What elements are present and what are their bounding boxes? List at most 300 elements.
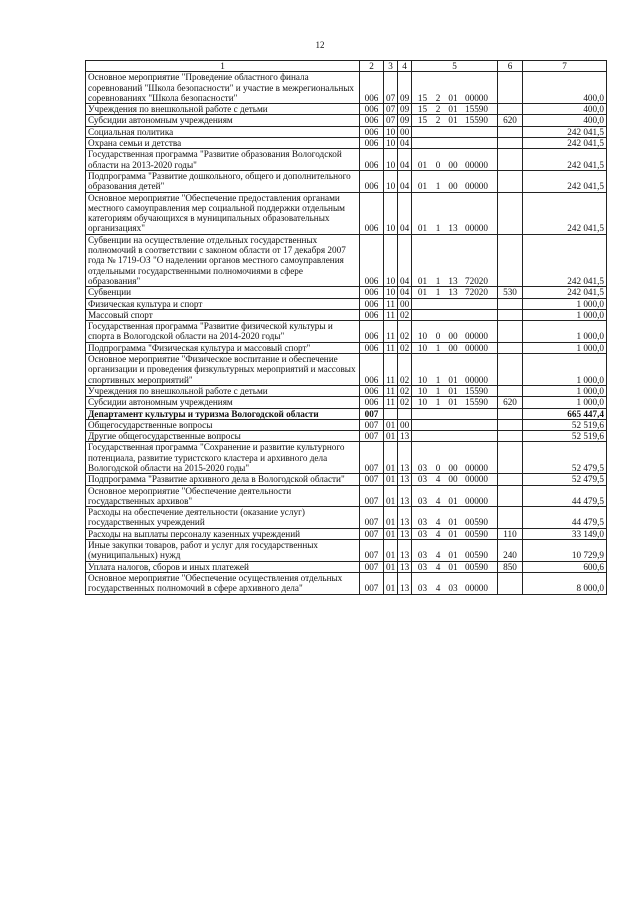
expense-type-code: 110 bbox=[498, 528, 523, 539]
subprogram-code: 4 bbox=[435, 528, 441, 539]
row-name: Социальная политика bbox=[86, 126, 360, 137]
table-row bbox=[86, 474, 607, 485]
activity-code: 00 bbox=[448, 181, 458, 192]
amount: 242 041,5 bbox=[523, 192, 607, 234]
program-code: 03 bbox=[417, 561, 428, 572]
expense-type-code bbox=[498, 572, 523, 594]
subprogram-code: 1 bbox=[435, 374, 441, 385]
grbs-code: 006 bbox=[360, 149, 384, 171]
table-row bbox=[86, 126, 607, 137]
column-header: 5 bbox=[412, 61, 498, 72]
row-name: Департамент культуры и туризма Вологодской области bbox=[86, 408, 360, 419]
grbs-code: 007 bbox=[360, 485, 384, 507]
expense-type-code bbox=[498, 342, 523, 353]
activity-code: 01 bbox=[448, 92, 458, 103]
row-name: Субсидии автономным учреждениям bbox=[86, 397, 360, 408]
row-name: Учреждения по внешкольной работе с детьми bbox=[86, 104, 360, 115]
subsection-code: 02 bbox=[398, 385, 412, 396]
expense-type-code: 240 bbox=[498, 540, 523, 562]
subprogram-code: 1 bbox=[435, 385, 441, 396]
section-code: 10 bbox=[384, 170, 398, 192]
program-code: 01 bbox=[417, 159, 428, 170]
section-code: 01 bbox=[384, 419, 398, 430]
grbs-code: 007 bbox=[360, 419, 384, 430]
section-code: 11 bbox=[384, 385, 398, 396]
subsection-code: 04 bbox=[398, 234, 412, 286]
table-row bbox=[86, 298, 607, 309]
activity-code: 03 bbox=[448, 583, 458, 594]
program-code: 15 bbox=[417, 92, 428, 103]
activity-code: 13 bbox=[448, 223, 458, 234]
subsection-code: 09 bbox=[398, 115, 412, 126]
subsection-code: 13 bbox=[398, 442, 412, 474]
grbs-code: 006 bbox=[360, 354, 384, 386]
program-code: 01 bbox=[417, 275, 428, 286]
row-name: Государственная программа "Развитие образования Вологодской области на 2013-2020 годы" bbox=[86, 149, 360, 171]
target-article-code bbox=[412, 309, 498, 320]
subprogram-code: 1 bbox=[435, 287, 441, 298]
program-code: 03 bbox=[417, 495, 428, 506]
target-article-code bbox=[412, 408, 498, 419]
row-name: Иные закупки товаров, работ и услуг для государственных (муниципальных) нужд bbox=[86, 540, 360, 562]
grbs-code: 006 bbox=[360, 104, 384, 115]
target-article-code bbox=[412, 170, 498, 192]
amount: 1 000,0 bbox=[523, 354, 607, 386]
expense-type-code: 530 bbox=[498, 287, 523, 298]
column-header: 7 bbox=[523, 61, 607, 72]
grbs-code: 006 bbox=[360, 126, 384, 137]
amount: 600,6 bbox=[523, 561, 607, 572]
amount: 10 729,9 bbox=[523, 540, 607, 562]
section-code: 07 bbox=[384, 115, 398, 126]
expense-type-code bbox=[498, 354, 523, 386]
table-row bbox=[86, 138, 607, 149]
target-article-code bbox=[412, 385, 498, 396]
column-header: 1 bbox=[86, 61, 360, 72]
direction-code: 00000 bbox=[465, 495, 488, 506]
activity-code: 01 bbox=[448, 561, 458, 572]
amount: 1 000,0 bbox=[523, 309, 607, 320]
target-article-code bbox=[412, 234, 498, 286]
expense-type-code bbox=[498, 385, 523, 396]
subsection-code: 13 bbox=[398, 485, 412, 507]
amount: 242 041,5 bbox=[523, 287, 607, 298]
grbs-code: 006 bbox=[360, 234, 384, 286]
direction-code: 00000 bbox=[465, 181, 488, 192]
subprogram-code: 2 bbox=[435, 92, 441, 103]
table-row bbox=[86, 572, 607, 594]
activity-code: 01 bbox=[448, 374, 458, 385]
table-row bbox=[86, 115, 607, 126]
section-code: 07 bbox=[384, 104, 398, 115]
table-body bbox=[86, 72, 607, 594]
program-code: 10 bbox=[417, 374, 428, 385]
direction-code: 00000 bbox=[465, 462, 488, 473]
direction-code: 00000 bbox=[465, 583, 488, 594]
direction-code: 00000 bbox=[465, 223, 488, 234]
subprogram-code: 0 bbox=[435, 462, 441, 473]
row-name: Подпрограмма "Развитие архивного дела в Вологодской области" bbox=[86, 474, 360, 485]
expense-type-code bbox=[498, 309, 523, 320]
direction-code: 00000 bbox=[465, 331, 488, 342]
direction-code: 00590 bbox=[465, 550, 488, 561]
subsection-code: 13 bbox=[398, 507, 412, 529]
target-article-code bbox=[412, 115, 498, 126]
target-article-code bbox=[412, 397, 498, 408]
section-code bbox=[384, 408, 398, 419]
subsection-code: 02 bbox=[398, 309, 412, 320]
expense-type-code: 620 bbox=[498, 397, 523, 408]
subsection-code: 04 bbox=[398, 192, 412, 234]
amount: 242 041,5 bbox=[523, 138, 607, 149]
table-row bbox=[86, 385, 607, 396]
row-name: Основное мероприятие "Обеспечение осуществления отдельных государственных полномочий в сфере архивного дела" bbox=[86, 572, 360, 594]
expense-type-code bbox=[498, 431, 523, 442]
direction-code: 00000 bbox=[465, 374, 488, 385]
section-code: 01 bbox=[384, 572, 398, 594]
direction-code: 15590 bbox=[465, 385, 488, 396]
section-code: 11 bbox=[384, 342, 398, 353]
program-code: 10 bbox=[417, 385, 428, 396]
section-code: 11 bbox=[384, 354, 398, 386]
subprogram-code: 1 bbox=[435, 275, 441, 286]
row-name: Физическая культура и спорт bbox=[86, 298, 360, 309]
activity-code: 01 bbox=[448, 104, 458, 115]
section-code: 01 bbox=[384, 474, 398, 485]
row-name: Охрана семьи и детства bbox=[86, 138, 360, 149]
amount: 242 041,5 bbox=[523, 170, 607, 192]
subsection-code: 09 bbox=[398, 104, 412, 115]
expense-type-code bbox=[498, 149, 523, 171]
target-article-code bbox=[412, 138, 498, 149]
subprogram-code: 4 bbox=[435, 561, 441, 572]
section-code: 10 bbox=[384, 149, 398, 171]
row-name: Государственная программа "Развитие физической культуры и спорта в Вологодской области на 2014-2020 годы" bbox=[86, 321, 360, 343]
table-row bbox=[86, 192, 607, 234]
target-article-code bbox=[412, 104, 498, 115]
table-row bbox=[86, 397, 607, 408]
section-code: 11 bbox=[384, 309, 398, 320]
grbs-code: 006 bbox=[360, 298, 384, 309]
subsection-code bbox=[398, 408, 412, 419]
amount: 52 479,5 bbox=[523, 474, 607, 485]
subprogram-code: 1 bbox=[435, 223, 441, 234]
activity-code: 01 bbox=[448, 397, 458, 408]
page-number: 12 bbox=[315, 40, 325, 50]
table-row bbox=[86, 104, 607, 115]
target-article-code bbox=[412, 507, 498, 529]
amount: 400,0 bbox=[523, 72, 607, 104]
amount: 400,0 bbox=[523, 115, 607, 126]
amount: 665 447,4 bbox=[523, 408, 607, 419]
direction-code: 00000 bbox=[465, 342, 488, 353]
subsection-code: 02 bbox=[398, 397, 412, 408]
grbs-code: 006 bbox=[360, 170, 384, 192]
subsection-code: 00 bbox=[398, 419, 412, 430]
subprogram-code: 0 bbox=[435, 159, 441, 170]
program-code: 10 bbox=[417, 331, 428, 342]
grbs-code: 007 bbox=[360, 572, 384, 594]
direction-code: 15590 bbox=[465, 104, 488, 115]
target-article-code bbox=[412, 572, 498, 594]
row-name: Общегосударственные вопросы bbox=[86, 419, 360, 430]
subsection-code: 09 bbox=[398, 72, 412, 104]
grbs-code: 007 bbox=[360, 474, 384, 485]
section-code: 01 bbox=[384, 507, 398, 529]
table-row bbox=[86, 149, 607, 171]
subprogram-code: 4 bbox=[435, 495, 441, 506]
expense-type-code bbox=[498, 298, 523, 309]
expense-type-code bbox=[498, 442, 523, 474]
activity-code: 13 bbox=[448, 275, 458, 286]
grbs-code: 007 bbox=[360, 528, 384, 539]
table-header-row bbox=[86, 61, 607, 72]
program-code: 10 bbox=[417, 397, 428, 408]
activity-code: 01 bbox=[448, 115, 458, 126]
subprogram-code: 1 bbox=[435, 397, 441, 408]
expense-type-code bbox=[498, 408, 523, 419]
row-name: Другие общегосударственные вопросы bbox=[86, 431, 360, 442]
subsection-code: 00 bbox=[398, 298, 412, 309]
activity-code: 00 bbox=[448, 462, 458, 473]
row-name: Подпрограмма "Развитие дошкольного, общего и дополнительного образования детей" bbox=[86, 170, 360, 192]
amount: 1 000,0 bbox=[523, 385, 607, 396]
row-name: Основное мероприятие "Проведение областного финала соревнований "Школа безопасности" и участие в межрегиональных соревнованиях "Школа безопасности" bbox=[86, 72, 360, 104]
grbs-code: 007 bbox=[360, 540, 384, 562]
section-code: 10 bbox=[384, 138, 398, 149]
expense-type-code bbox=[498, 419, 523, 430]
section-code: 01 bbox=[384, 561, 398, 572]
subprogram-code: 0 bbox=[435, 331, 441, 342]
grbs-code: 007 bbox=[360, 431, 384, 442]
row-name: Основное мероприятие "Обеспечение деятельности государственных архивов" bbox=[86, 485, 360, 507]
subprogram-code: 2 bbox=[435, 104, 441, 115]
target-article-code bbox=[412, 287, 498, 298]
subsection-code: 13 bbox=[398, 528, 412, 539]
row-name: Учреждения по внешкольной работе с детьми bbox=[86, 385, 360, 396]
activity-code: 01 bbox=[448, 495, 458, 506]
target-article-code bbox=[412, 528, 498, 539]
target-article-code bbox=[412, 485, 498, 507]
expense-type-code bbox=[498, 192, 523, 234]
subprogram-code: 2 bbox=[435, 115, 441, 126]
table-row bbox=[86, 408, 607, 419]
direction-code: 00000 bbox=[465, 92, 488, 103]
table-row bbox=[86, 419, 607, 430]
program-code: 15 bbox=[417, 104, 428, 115]
direction-code: 15590 bbox=[465, 397, 488, 408]
table-row bbox=[86, 540, 607, 562]
activity-code: 13 bbox=[448, 287, 458, 298]
target-article-code bbox=[412, 354, 498, 386]
amount: 8 000,0 bbox=[523, 572, 607, 594]
amount: 242 041,5 bbox=[523, 149, 607, 171]
target-article-code bbox=[412, 298, 498, 309]
amount: 1 000,0 bbox=[523, 321, 607, 343]
amount: 44 479,5 bbox=[523, 485, 607, 507]
row-name: Массовый спорт bbox=[86, 309, 360, 320]
subsection-code: 13 bbox=[398, 572, 412, 594]
activity-code: 00 bbox=[448, 159, 458, 170]
table-row bbox=[86, 442, 607, 474]
direction-code: 00590 bbox=[465, 561, 488, 572]
target-article-code bbox=[412, 561, 498, 572]
row-name: Уплата налогов, сборов и иных платежей bbox=[86, 561, 360, 572]
section-code: 01 bbox=[384, 485, 398, 507]
grbs-code: 006 bbox=[360, 115, 384, 126]
program-code: 03 bbox=[417, 550, 428, 561]
target-article-code bbox=[412, 431, 498, 442]
grbs-code: 006 bbox=[360, 287, 384, 298]
expense-type-code bbox=[498, 507, 523, 529]
program-code: 03 bbox=[417, 474, 428, 485]
table-row bbox=[86, 170, 607, 192]
direction-code: 72020 bbox=[465, 275, 488, 286]
expense-type-code bbox=[498, 485, 523, 507]
program-code: 01 bbox=[417, 223, 428, 234]
expense-type-code bbox=[498, 104, 523, 115]
expense-type-code bbox=[498, 72, 523, 104]
expense-type-code bbox=[498, 234, 523, 286]
amount: 52 479,5 bbox=[523, 442, 607, 474]
target-article-code bbox=[412, 126, 498, 137]
expense-type-code bbox=[498, 474, 523, 485]
amount: 52 519,6 bbox=[523, 419, 607, 430]
activity-code: 00 bbox=[448, 342, 458, 353]
expense-type-code bbox=[498, 138, 523, 149]
section-code: 01 bbox=[384, 528, 398, 539]
table-row bbox=[86, 321, 607, 343]
expense-type-code: 620 bbox=[498, 115, 523, 126]
grbs-code: 006 bbox=[360, 138, 384, 149]
amount: 242 041,5 bbox=[523, 126, 607, 137]
grbs-code: 006 bbox=[360, 342, 384, 353]
subsection-code: 13 bbox=[398, 540, 412, 562]
table-row bbox=[86, 309, 607, 320]
section-code: 11 bbox=[384, 298, 398, 309]
program-code: 03 bbox=[417, 517, 428, 528]
target-article-code bbox=[412, 149, 498, 171]
subprogram-code: 4 bbox=[435, 474, 441, 485]
grbs-code: 007 bbox=[360, 507, 384, 529]
subprogram-code: 1 bbox=[435, 342, 441, 353]
amount: 44 479,5 bbox=[523, 507, 607, 529]
program-code: 15 bbox=[417, 115, 428, 126]
table-row bbox=[86, 287, 607, 298]
section-code: 11 bbox=[384, 321, 398, 343]
target-article-code bbox=[412, 342, 498, 353]
direction-code: 15590 bbox=[465, 115, 488, 126]
grbs-code: 007 bbox=[360, 561, 384, 572]
activity-code: 00 bbox=[448, 331, 458, 342]
subsection-code: 04 bbox=[398, 149, 412, 171]
direction-code: 00590 bbox=[465, 528, 488, 539]
subprogram-code: 1 bbox=[435, 181, 441, 192]
program-code: 10 bbox=[417, 342, 428, 353]
grbs-code: 006 bbox=[360, 321, 384, 343]
subprogram-code: 4 bbox=[435, 517, 441, 528]
target-article-code bbox=[412, 192, 498, 234]
row-name: Основное мероприятие "Физическое воспитание и обеспечение организации и проведения физкультурных мероприятий и массовых спортивных мероприятий" bbox=[86, 354, 360, 386]
row-name: Субсидии автономным учреждениям bbox=[86, 115, 360, 126]
grbs-code: 007 bbox=[360, 442, 384, 474]
section-code: 01 bbox=[384, 540, 398, 562]
subprogram-code: 4 bbox=[435, 550, 441, 561]
row-name: Государственная программа "Сохранение и развитие культурного потенциала, развитие туристского кластера и архивного дела Вологодской области на 2015-2020 годы" bbox=[86, 442, 360, 474]
grbs-code: 006 bbox=[360, 72, 384, 104]
direction-code: 00000 bbox=[465, 474, 488, 485]
amount: 400,0 bbox=[523, 104, 607, 115]
amount: 1 000,0 bbox=[523, 298, 607, 309]
subsection-code: 02 bbox=[398, 321, 412, 343]
activity-code: 01 bbox=[448, 517, 458, 528]
row-name: Подпрограмма "Физическая культура и массовый спорт" bbox=[86, 342, 360, 353]
section-code: 10 bbox=[384, 234, 398, 286]
program-code: 03 bbox=[417, 462, 428, 473]
expense-type-code bbox=[498, 126, 523, 137]
row-name: Основное мероприятие "Обеспечение предоставления органами местного самоуправления мер социальной поддержки отдельным категориям обучающихся в муниципальных образовательных организациях" bbox=[86, 192, 360, 234]
subsection-code: 04 bbox=[398, 170, 412, 192]
subsection-code: 13 bbox=[398, 431, 412, 442]
subsection-code: 02 bbox=[398, 342, 412, 353]
table-row bbox=[86, 354, 607, 386]
section-code: 10 bbox=[384, 287, 398, 298]
activity-code: 01 bbox=[448, 528, 458, 539]
subsection-code: 00 bbox=[398, 126, 412, 137]
target-article-code bbox=[412, 419, 498, 430]
column-header: 6 bbox=[498, 61, 523, 72]
row-name: Расходы на обеспечение деятельности (оказание услуг) государственных учреждений bbox=[86, 507, 360, 529]
table-row bbox=[86, 72, 607, 104]
target-article-code bbox=[412, 321, 498, 343]
budget-table bbox=[85, 60, 607, 595]
subsection-code: 13 bbox=[398, 474, 412, 485]
grbs-code: 006 bbox=[360, 385, 384, 396]
subsection-code: 02 bbox=[398, 354, 412, 386]
column-header: 4 bbox=[398, 61, 412, 72]
section-code: 01 bbox=[384, 431, 398, 442]
column-header: 2 bbox=[360, 61, 384, 72]
section-code: 07 bbox=[384, 72, 398, 104]
direction-code: 72020 bbox=[465, 287, 488, 298]
subsection-code: 04 bbox=[398, 138, 412, 149]
section-code: 10 bbox=[384, 192, 398, 234]
table-row bbox=[86, 342, 607, 353]
amount: 52 519,6 bbox=[523, 431, 607, 442]
program-code: 03 bbox=[417, 528, 428, 539]
amount: 1 000,0 bbox=[523, 342, 607, 353]
table-row bbox=[86, 507, 607, 529]
grbs-code: 006 bbox=[360, 192, 384, 234]
column-header: 3 bbox=[384, 61, 398, 72]
activity-code: 01 bbox=[448, 550, 458, 561]
direction-code: 00000 bbox=[465, 159, 488, 170]
table-row bbox=[86, 528, 607, 539]
program-code: 03 bbox=[417, 583, 428, 594]
grbs-code: 007 bbox=[360, 408, 384, 419]
grbs-code: 006 bbox=[360, 397, 384, 408]
row-name: Субвенции на осуществление отдельных государственных полномочий в соответствии с законом области от 17 декабря 2007 года № 1719-ОЗ "О наделении органов местного самоуправления отдельными государственными полномочиями в сфере образования" bbox=[86, 234, 360, 286]
section-code: 01 bbox=[384, 442, 398, 474]
target-article-code bbox=[412, 72, 498, 104]
row-name: Субвенции bbox=[86, 287, 360, 298]
subsection-code: 04 bbox=[398, 287, 412, 298]
activity-code: 01 bbox=[448, 385, 458, 396]
section-code: 11 bbox=[384, 397, 398, 408]
amount: 33 149,0 bbox=[523, 528, 607, 539]
amount: 1 000,0 bbox=[523, 397, 607, 408]
section-code: 10 bbox=[384, 126, 398, 137]
